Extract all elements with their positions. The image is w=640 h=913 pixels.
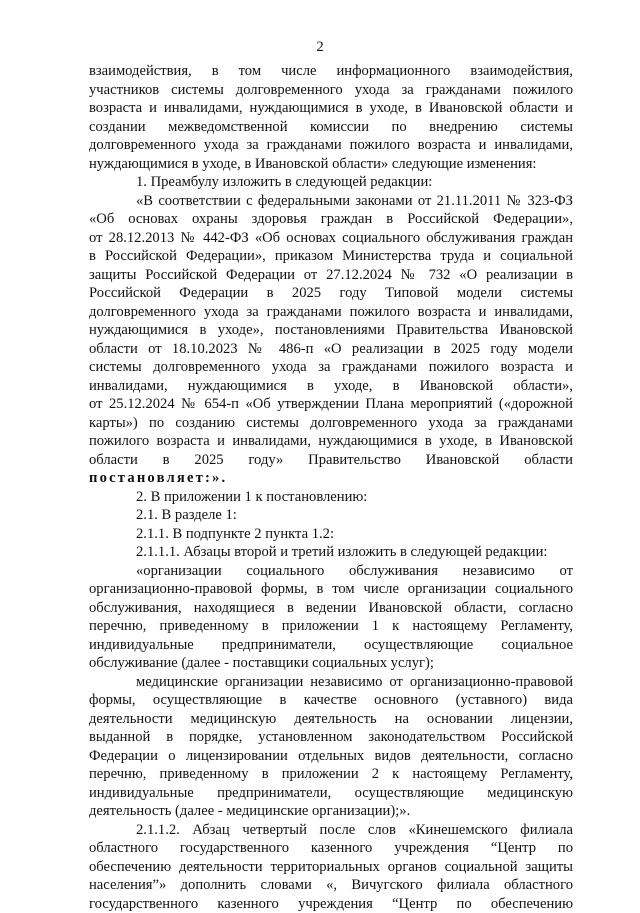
text-line: «В соответствии с федеральными законами от 21.11.2011 № 323-ФЗ (89, 192, 573, 211)
text-line: возраста и инвалидами, нуждающимися в уходе, в Ивановской области и (89, 99, 573, 118)
text-line: деятельность (далее - медицинские организации);». (89, 802, 573, 821)
text-line: Федерации о лицензировании отдельных видов деятельности, согласно (89, 747, 573, 766)
text-line: деятельности медицинскую деятельность на основании лицензии, (89, 710, 573, 729)
text-line: организационно-правовой формы, в том числе организации социального (89, 580, 573, 599)
text-line: карты») по созданию системы долговременного ухода за гражданами (89, 414, 573, 433)
text-line: медицинские организации независимо от организационно-правовой (89, 673, 573, 692)
text-line: «организации социального обслуживания независимо от (89, 562, 573, 581)
text-line: обслуживания, находящиеся в ведении Ивановской области, согласно (89, 599, 573, 618)
text-line: обеспечению деятельности территориальных органов социальной защиты (89, 858, 573, 877)
text-line: перечню, приведенному в приложении 1 к настоящему Регламенту, (89, 617, 573, 636)
text-line: пожилого возраста и инвалидами, нуждающимися в уходе, в Ивановской (89, 432, 573, 451)
text-line: 1. Преамбулу изложить в следующей редакции: (89, 173, 573, 192)
text-line: области от 18.10.2023 № 486-п «О реализации в 2025 году модели (89, 340, 573, 359)
text-line: от 25.12.2024 № 654-п «Об утверждении Плана мероприятий («дорожной (89, 395, 573, 414)
text-line: выданной в порядке, установленном законодательством Российской (89, 728, 573, 747)
text-line: государственного казенного учреждения “Центр по обеспечению (89, 895, 573, 913)
text-line: 2.1.1.2. Абзац четвертый после слов «Кинешемского филиала (89, 821, 573, 840)
text-line: 2.1.1. В подпункте 2 пункта 1.2: (89, 525, 573, 544)
text-line: инвалидами, нуждающимися в уходе, в Ивановской области», (89, 377, 573, 396)
page-number: 2 (0, 38, 640, 56)
text-line: перечню, приведенному в приложении 2 к настоящему Регламенту, (89, 765, 573, 784)
text-line: формы, осуществляющие в качестве основного (уставного) вида (89, 691, 573, 710)
text-line: от 28.12.2013 № 442-ФЗ «Об основах социального обслуживания граждан (89, 229, 573, 248)
text-line: 2.1.1.1. Абзацы второй и третий изложить в следующей редакции: (89, 543, 573, 562)
text-line: областного государственного казенного учреждения “Центр по (89, 839, 573, 858)
text-line: системы долговременного ухода за гражданами пожилого возраста и (89, 358, 573, 377)
text-line: нуждающимися в уходе», постановлениями Правительства Ивановской (89, 321, 573, 340)
text-line: населения”» дополнить словами «, Вичугского филиала областного (89, 876, 573, 895)
text-line: области в 2025 году» Правительство Ивановской области (89, 451, 573, 470)
text-line: нуждающимися в уходе, в Ивановской области» следующие изменения: (89, 155, 573, 174)
text-line: «Об основах охраны здоровья граждан в Российской Федерации», (89, 210, 573, 229)
document-body (89, 62, 573, 913)
text-line: Российской Федерации в 2025 году Типовой модели системы (89, 284, 573, 303)
text-line: обслуживание (далее - поставщики социальных услуг); (89, 654, 573, 673)
text-line: долговременного ухода за гражданами пожилого возраста и инвалидами, (89, 136, 573, 155)
text-line: долговременного ухода за гражданами пожилого возраста и инвалидами, (89, 303, 573, 322)
text-line: 2.1. В разделе 1: (89, 506, 573, 525)
text-line: взаимодействия, в том числе информационного взаимодействия, (89, 62, 573, 81)
text-line: защиты Российской Федерации от 27.12.2024 № 732 «О реализации в (89, 266, 573, 285)
text-line: индивидуальные предприниматели, осуществляющие медицинскую (89, 784, 573, 803)
text-line: 2. В приложении 1 к постановлению: (89, 488, 573, 507)
text-line: участников системы долговременного ухода за гражданами пожилого (89, 81, 573, 100)
text-line: в Российской Федерации», приказом Министерства труда и социальной (89, 247, 573, 266)
text-line: индивидуальные предприниматели, осуществляющие социальное (89, 636, 573, 655)
text-line: постановляет:». (89, 469, 573, 488)
text-line: создании межведомственной комиссии по внедрению системы (89, 118, 573, 137)
